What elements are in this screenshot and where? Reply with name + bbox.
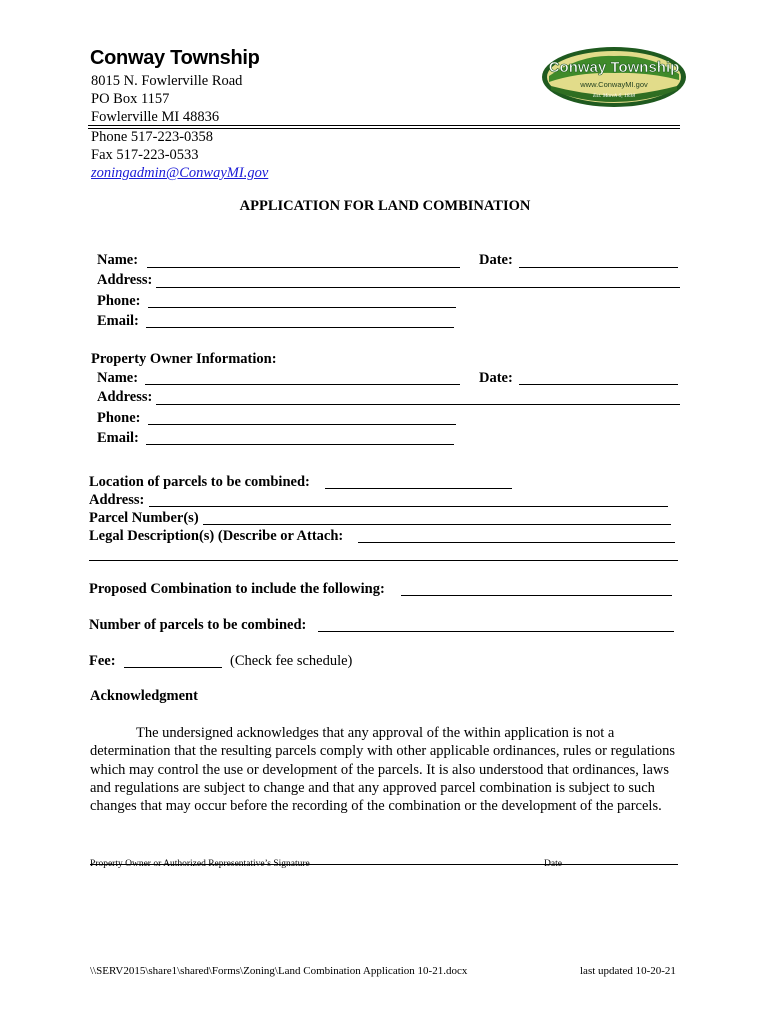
- acknowledgment-text: The undersigned acknowledges that any approval of the within application is not a determination that the resulting parcels comply with other applicable ordinances, rules or regulations which may control the use or development of the parcels. It is also understood that ordinances, laws and regulations are subject to change and that any approved parcel combination is subject to such changes that may occur before the recording of the combination or the development of the parcels.: [90, 725, 676, 815]
- legal-description-field-2[interactable]: [89, 560, 678, 561]
- applicant-address-label: Address:: [97, 272, 153, 288]
- footer-last-updated: last updated 10-20-21: [580, 965, 676, 977]
- number-of-parcels-label: Number of parcels to be combined:: [89, 617, 307, 633]
- signature-caption: Property Owner or Authorized Representative’s Signature: [90, 859, 310, 869]
- parcel-address-field[interactable]: [149, 506, 668, 507]
- address-line-3: Fowlerville MI 48836: [91, 109, 220, 125]
- legal-description-label: Legal Description(s) (Describe or Attach:: [89, 528, 344, 544]
- owner-phone-field[interactable]: [148, 424, 456, 425]
- township-logo: [541, 46, 687, 108]
- footer-file-path: \\SERV2015\share1\shared\Forms\Zoning\Land Combination Application 10-21.docx: [90, 965, 468, 977]
- parcel-numbers-field[interactable]: [203, 524, 671, 525]
- owner-date-field[interactable]: [519, 384, 678, 385]
- owner-name-field[interactable]: [145, 384, 460, 385]
- owner-address-label: Address:: [97, 389, 153, 405]
- parcel-address-label: Address:: [89, 492, 145, 508]
- applicant-name-label: Name:: [97, 252, 139, 268]
- applicant-name-field[interactable]: [147, 267, 460, 268]
- fee-field[interactable]: [124, 667, 222, 668]
- fee-note: (Check fee schedule): [230, 653, 353, 669]
- logo-est: Est. March 6, 1838: [592, 93, 636, 99]
- applicant-phone-label: Phone:: [97, 293, 141, 309]
- number-of-parcels-field[interactable]: [318, 631, 674, 632]
- fee-label: Fee:: [89, 653, 116, 669]
- owner-phone-label: Phone:: [97, 410, 141, 426]
- location-label: Location of parcels to be combined:: [89, 474, 310, 490]
- applicant-email-label: Email:: [97, 313, 139, 329]
- email-link[interactable]: zoningadmin@ConwayMI.gov: [91, 165, 269, 181]
- township-name: Conway Township: [90, 47, 260, 69]
- applicant-date-field[interactable]: [519, 267, 678, 268]
- signature-date-caption: Date: [544, 859, 562, 869]
- form-title: APPLICATION FOR LAND COMBINATION: [239, 198, 531, 214]
- owner-address-field[interactable]: [156, 404, 680, 405]
- address-line-1: 8015 N. Fowlerville Road: [91, 73, 243, 89]
- logo-title: Conway Township: [548, 59, 680, 76]
- owner-email-field[interactable]: [146, 444, 454, 445]
- applicant-address-field[interactable]: [156, 287, 680, 288]
- address-line-2: PO Box 1157: [91, 91, 170, 107]
- legal-description-field[interactable]: [358, 542, 675, 543]
- location-field[interactable]: [325, 488, 512, 489]
- applicant-date-label: Date:: [479, 252, 513, 268]
- phone-line: Phone 517-223-0358: [91, 129, 214, 145]
- owner-section-label: Property Owner Information:: [91, 351, 277, 367]
- applicant-phone-field[interactable]: [148, 307, 456, 308]
- proposed-combination-field[interactable]: [401, 595, 672, 596]
- owner-email-label: Email:: [97, 430, 139, 446]
- acknowledgment-title: Acknowledgment: [90, 688, 198, 704]
- owner-name-label: Name:: [97, 370, 139, 386]
- applicant-email-field[interactable]: [146, 327, 454, 328]
- parcel-numbers-label: Parcel Number(s): [89, 510, 199, 526]
- proposed-combination-label: Proposed Combination to include the following:: [89, 581, 385, 597]
- logo-url: www.ConwayMI.gov: [580, 80, 648, 89]
- owner-date-label: Date:: [479, 370, 513, 386]
- fax-line: Fax 517-223-0533: [91, 147, 199, 163]
- header-rule-top: [88, 125, 680, 126]
